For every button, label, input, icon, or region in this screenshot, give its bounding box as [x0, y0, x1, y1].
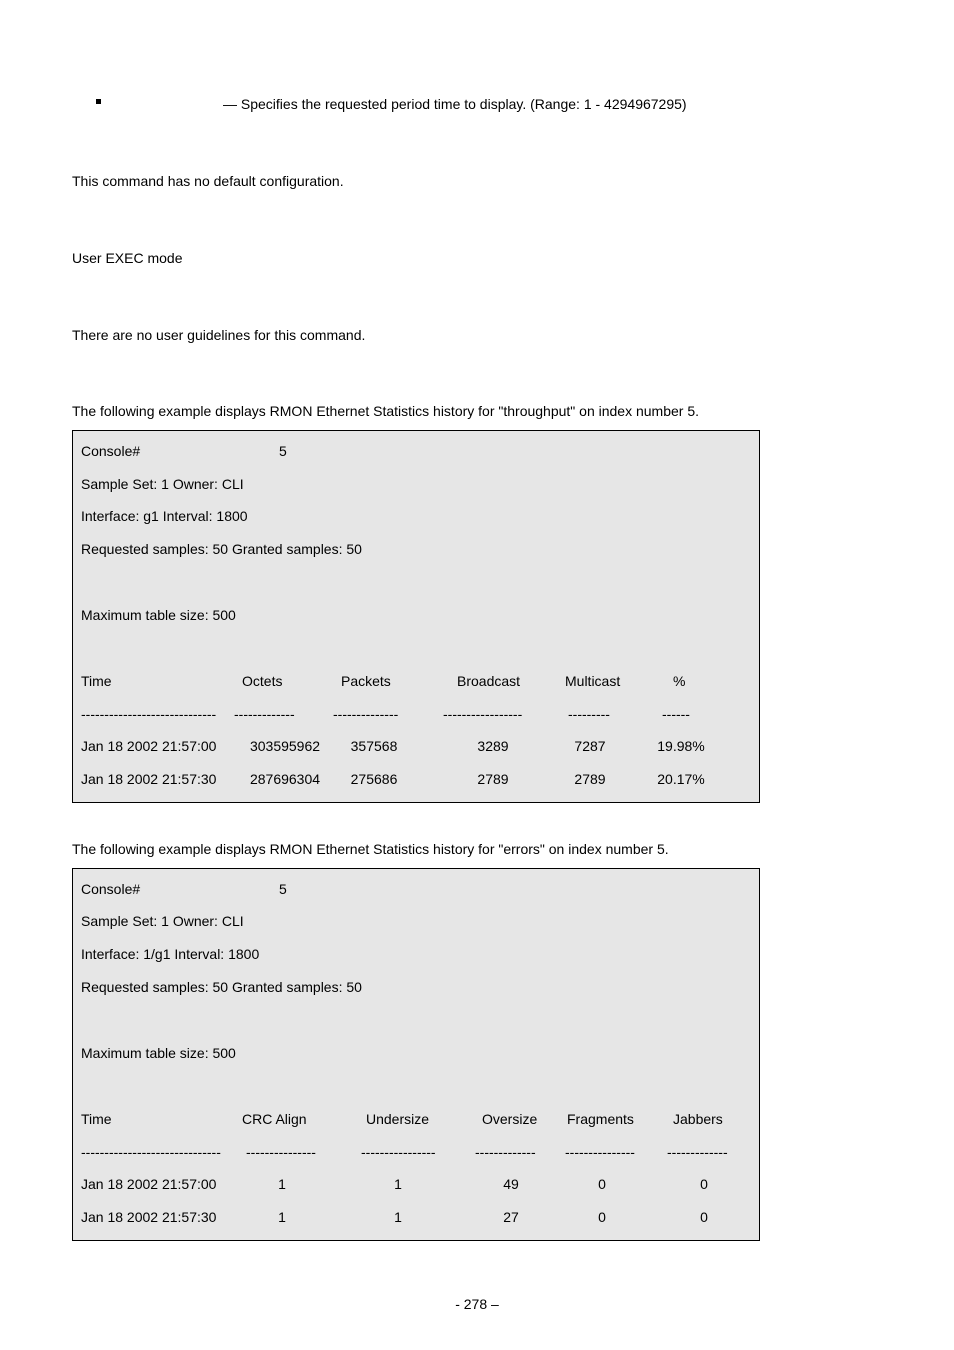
table-cell: 1 [278, 1176, 286, 1192]
sample-set-line: Sample Set: 1 Owner: CLI [81, 913, 244, 929]
console-prompt-arg: 5 [279, 443, 287, 459]
table-separator: --------------- [246, 1144, 316, 1160]
page-number: - 278 – [455, 1296, 499, 1312]
table-cell: 2789 [477, 771, 509, 787]
table-cell: Jan 18 2002 21:57:00 [81, 1176, 217, 1192]
example1-console-box [72, 430, 760, 803]
table-cell: 275686 [350, 771, 398, 787]
table-header: Packets [341, 673, 391, 689]
table-cell: Jan 18 2002 21:57:30 [81, 1209, 217, 1225]
table-cell: 19.98% [657, 738, 705, 754]
table-separator: --------------- [565, 1144, 635, 1160]
table-header: Octets [242, 673, 283, 689]
max-table-line: Maximum table size: 500 [81, 607, 236, 623]
table-cell: 3289 [477, 738, 509, 754]
console-prompt: Console# [81, 443, 141, 459]
console-prompt: Console# [81, 881, 141, 897]
table-cell: Jan 18 2002 21:57:30 [81, 771, 217, 787]
table-cell: 49 [503, 1176, 519, 1192]
table-separator: ---------------- [361, 1144, 436, 1160]
table-separator: ------------- [667, 1144, 728, 1160]
table-cell: Jan 18 2002 21:57:00 [81, 738, 217, 754]
table-separator: ------------- [234, 706, 295, 722]
table-cell: 1 [278, 1209, 286, 1225]
console-prompt-arg: 5 [279, 881, 287, 897]
interface-line: Interface: 1/g1 Interval: 1800 [81, 946, 260, 962]
table-header: Time [81, 673, 112, 689]
bullet-marker [96, 99, 101, 104]
table-cell: 1 [394, 1176, 402, 1192]
interface-line: Interface: g1 Interval: 1800 [81, 508, 248, 524]
table-cell: 20.17% [657, 771, 705, 787]
table-cell: 0 [700, 1176, 708, 1192]
example2-console-box [72, 868, 760, 1241]
default-configuration-text: This command has no default configuration. [72, 173, 344, 189]
table-separator: --------- [568, 706, 610, 722]
table-header: CRC Align [242, 1111, 307, 1127]
user-guidelines-text: There are no user guidelines for this command. [72, 327, 366, 343]
table-cell: 0 [700, 1209, 708, 1225]
table-cell: 0 [598, 1176, 606, 1192]
table-separator: ----------------------------- [81, 706, 217, 722]
table-header: Undersize [366, 1111, 430, 1127]
table-separator: ------------- [475, 1144, 536, 1160]
table-header: Multicast [565, 673, 621, 689]
table-cell: 287696304 [249, 771, 321, 787]
table-cell: 7287 [574, 738, 606, 754]
samples-line: Requested samples: 50 Granted samples: 50 [81, 979, 362, 995]
table-separator: ------------------------------ [81, 1144, 221, 1160]
table-separator: ----------------- [443, 706, 523, 722]
bullet-description: — Specifies the requested period time to display. (Range: 1 - 4294967295) [223, 96, 687, 112]
samples-line: Requested samples: 50 Granted samples: 50 [81, 541, 362, 557]
command-mode-text: User EXEC mode [72, 250, 183, 266]
table-separator: -------------- [333, 706, 399, 722]
table-header: Time [81, 1111, 112, 1127]
table-cell: 303595962 [249, 738, 321, 754]
table-cell: 2789 [574, 771, 606, 787]
example2-intro: The following example displays RMON Ethernet Statistics history for "errors" on index number 5. [72, 841, 669, 857]
table-header: Oversize [482, 1111, 538, 1127]
example1-intro: The following example displays RMON Ethernet Statistics history for "throughput" on index number 5. [72, 403, 700, 419]
table-header: % [673, 673, 686, 689]
table-header: Broadcast [457, 673, 521, 689]
max-table-line: Maximum table size: 500 [81, 1045, 236, 1061]
table-cell: 0 [598, 1209, 606, 1225]
table-header: Jabbers [673, 1111, 723, 1127]
table-separator: ------ [662, 706, 690, 722]
sample-set-line: Sample Set: 1 Owner: CLI [81, 476, 244, 492]
table-header: Fragments [567, 1111, 634, 1127]
table-cell: 357568 [350, 738, 398, 754]
table-cell: 27 [503, 1209, 519, 1225]
table-cell: 1 [394, 1209, 402, 1225]
